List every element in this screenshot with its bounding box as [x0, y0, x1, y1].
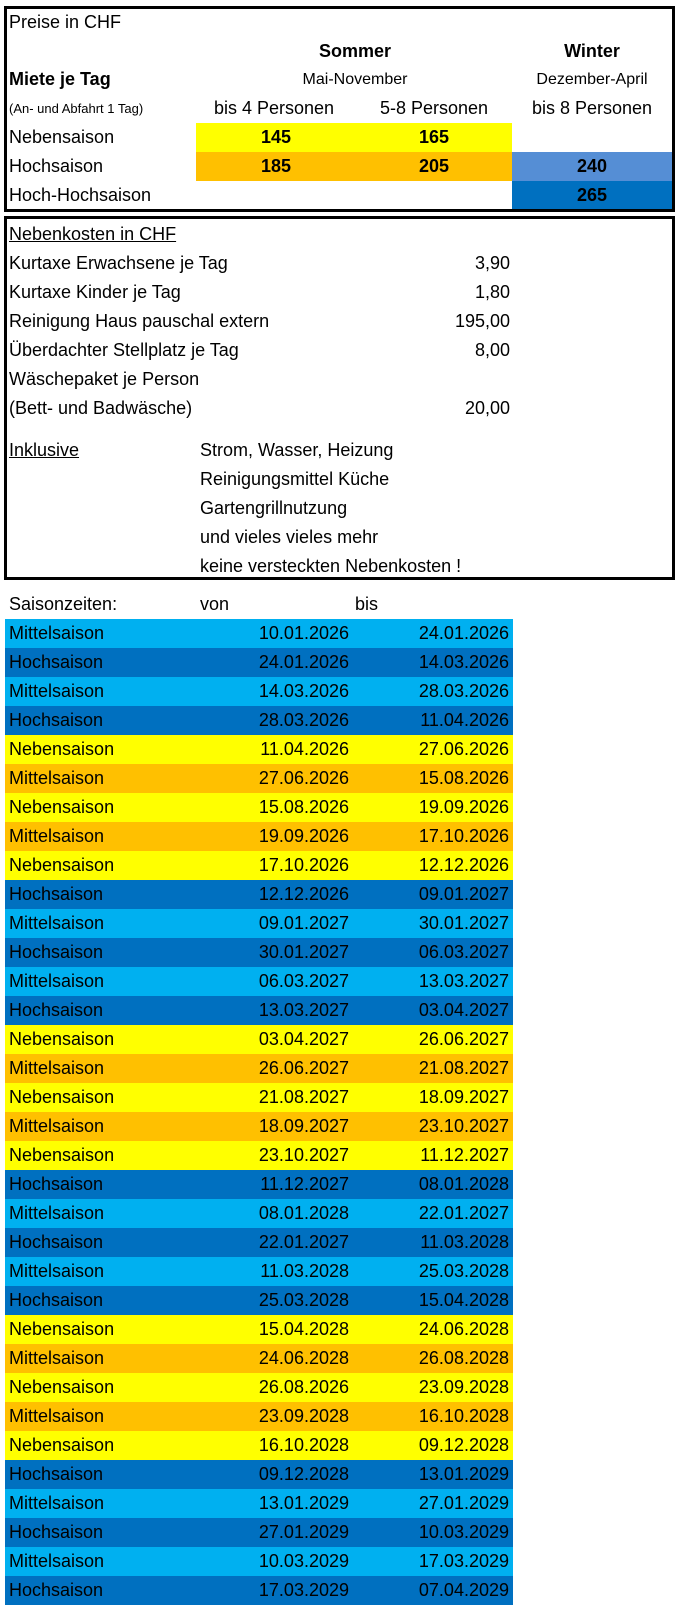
season-to-date: 10.03.2029: [418, 1522, 509, 1542]
inklusive-item: Reinigungsmittel Küche: [200, 469, 390, 489]
season-to-date: 13.01.2029: [418, 1464, 509, 1484]
season-row: [5, 764, 513, 793]
season-to-date: 23.10.2027: [418, 1116, 509, 1136]
season-name: Mittelsaison: [9, 1551, 105, 1571]
season-row: [5, 1112, 513, 1141]
season-to-date: 06.03.2027: [418, 942, 509, 962]
price-neben-8: 165: [356, 123, 512, 152]
season-row: [5, 793, 513, 822]
season-row: [5, 1373, 513, 1402]
season-to-date: 07.04.2029: [418, 1580, 509, 1600]
season-name: Hochsaison: [9, 1580, 104, 1600]
season-row: [5, 735, 513, 764]
season-name: Hochsaison: [9, 710, 104, 730]
season-to-date: 09.12.2028: [418, 1435, 509, 1455]
season-name: Mittelsaison: [9, 1348, 105, 1368]
season-name: Hochsaison: [9, 1000, 104, 1020]
season-name: Hochsaison: [9, 1290, 104, 1310]
season-row: [5, 880, 513, 909]
season-from-date: 17.03.2029: [258, 1580, 349, 1600]
season-to-date: 23.09.2028: [418, 1377, 509, 1397]
season-row: [5, 822, 513, 851]
season-row: [5, 1257, 513, 1286]
season-row: [5, 1518, 513, 1547]
miete-label: Miete je Tag: [9, 69, 111, 89]
season-from-date: 27.06.2026: [258, 768, 349, 788]
price-hochhoch-winter: 265: [512, 181, 672, 209]
season-to-date: 11.03.2028: [420, 1232, 509, 1252]
season-row: [5, 996, 513, 1025]
season-to-date: 08.01.2028: [418, 1174, 509, 1194]
season-row: [5, 909, 513, 938]
cost-value-reinigung: 195,00: [454, 311, 510, 331]
season-from-date: 10.01.2026: [258, 623, 349, 643]
season-from-date: 26.08.2026: [258, 1377, 349, 1397]
season-to-date: 09.01.2027: [418, 884, 509, 904]
season-from-date: 13.03.2027: [258, 1000, 349, 1020]
season-row: [5, 851, 513, 880]
season-name: Nebensaison: [9, 1087, 115, 1107]
season-to-date: 17.10.2026: [418, 826, 509, 846]
inklusive-label: Inklusive: [9, 440, 80, 460]
cost-label-kurtaxe-erw: Kurtaxe Erwachsene je Tag: [9, 253, 228, 273]
season-from-date: 10.03.2029: [258, 1551, 349, 1571]
cost-value-kurtaxe-erw: 3,90: [474, 253, 510, 273]
seasons-to-label: bis: [355, 594, 379, 614]
cost-label-waesche: Wäschepaket je Person: [9, 369, 200, 389]
season-row: [5, 1025, 513, 1054]
col-header-1: bis 4 Personen: [213, 98, 335, 118]
season-to-date: 26.08.2028: [418, 1348, 509, 1368]
season-row: [5, 619, 513, 648]
season-to-date: 18.09.2027: [418, 1087, 509, 1107]
season-to-date: 03.04.2027: [418, 1000, 509, 1020]
season-from-date: 22.01.2027: [258, 1232, 349, 1252]
season-name: Nebensaison: [9, 739, 115, 759]
season-name: Mittelsaison: [9, 1493, 105, 1513]
season-from-date: 09.01.2027: [258, 913, 349, 933]
cost-label-reinigung: Reinigung Haus pauschal extern: [9, 311, 270, 331]
season-from-date: 13.01.2029: [258, 1493, 349, 1513]
season-from-date: 30.01.2027: [258, 942, 349, 962]
season-to-date: 30.01.2027: [418, 913, 509, 933]
season-to-date: 17.03.2029: [418, 1551, 509, 1571]
cost-label-kurtaxe-kinder: Kurtaxe Kinder je Tag: [9, 282, 181, 302]
season-row: [5, 1547, 513, 1576]
season-from-date: 18.09.2027: [258, 1116, 349, 1136]
season-row: [5, 1083, 513, 1112]
season-from-date: 11.04.2026: [260, 739, 349, 759]
season-to-date: 25.03.2028: [418, 1261, 509, 1281]
season-from-date: 03.04.2027: [258, 1029, 349, 1049]
winter-range: Dezember-April: [536, 71, 648, 88]
season-row: [5, 677, 513, 706]
sommer-range: Mai-November: [302, 71, 408, 88]
season-name: Nebensaison: [9, 1145, 115, 1165]
season-from-date: 28.03.2026: [258, 710, 349, 730]
price-neben-4: 145: [196, 123, 356, 152]
season-from-date: 23.09.2028: [258, 1406, 349, 1426]
season-from-date: 21.08.2027: [258, 1087, 349, 1107]
season-row: [5, 1286, 513, 1315]
season-from-date: 17.10.2026: [258, 855, 349, 875]
season-to-date: 27.01.2029: [418, 1493, 509, 1513]
season-name: Nebensaison: [9, 1435, 115, 1455]
seasons-from-label: von: [200, 594, 230, 614]
inklusive-item: Gartengrillnutzung: [200, 498, 348, 518]
season-to-date: 15.08.2026: [418, 768, 509, 788]
cost-label-stellplatz: Überdachter Stellplatz je Tag: [9, 340, 239, 360]
cost-value-waesche: 20,00: [464, 398, 510, 418]
season-row: [5, 938, 513, 967]
season-row: [5, 1402, 513, 1431]
season-name: Nebensaison: [9, 1377, 115, 1397]
season-row: [5, 1460, 513, 1489]
season-name: Hochsaison: [9, 884, 104, 904]
season-row: [5, 648, 513, 677]
season-name: Mittelsaison: [9, 1058, 105, 1078]
costs-header: Nebenkosten in CHF: [9, 224, 177, 244]
price-header: Preise in CHF: [9, 12, 122, 32]
sommer-heading: Sommer: [318, 41, 392, 61]
anabfahrt-note: (An- und Abfahrt 1 Tag): [9, 101, 144, 116]
season-to-date: 16.10.2028: [418, 1406, 509, 1426]
season-name: Mittelsaison: [9, 1261, 105, 1281]
winter-heading: Winter: [564, 41, 620, 61]
season-to-date: 15.04.2028: [418, 1290, 509, 1310]
season-name: Hochsaison: [9, 1522, 104, 1542]
season-to-date: 21.08.2027: [418, 1058, 509, 1078]
season-name: Mittelsaison: [9, 681, 105, 701]
season-from-date: 27.01.2029: [258, 1522, 349, 1542]
season-from-date: 14.03.2026: [258, 681, 349, 701]
row-label-hochhochsaison: Hoch-Hochsaison: [9, 185, 152, 205]
inklusive-item: keine versteckten Nebenkosten !: [200, 556, 462, 576]
season-name: Hochsaison: [9, 652, 104, 672]
season-row: [5, 1199, 513, 1228]
season-row: [5, 1431, 513, 1460]
inklusive-item: Strom, Wasser, Heizung: [200, 440, 394, 460]
season-name: Nebensaison: [9, 797, 115, 817]
season-to-date: 28.03.2026: [418, 681, 509, 701]
season-name: Mittelsaison: [9, 826, 105, 846]
season-row: [5, 1170, 513, 1199]
season-name: Hochsaison: [9, 1232, 104, 1252]
season-name: Hochsaison: [9, 1174, 104, 1194]
season-row: [5, 1315, 513, 1344]
season-to-date: 26.06.2027: [418, 1029, 509, 1049]
season-from-date: 24.06.2028: [258, 1348, 349, 1368]
season-to-date: 24.01.2026: [418, 623, 509, 643]
season-from-date: 11.12.2027: [260, 1174, 349, 1194]
season-row: [5, 1054, 513, 1083]
season-name: Nebensaison: [9, 1319, 115, 1339]
season-from-date: 25.03.2028: [258, 1290, 349, 1310]
row-label-nebensaison: Nebensaison: [9, 127, 115, 147]
season-from-date: 12.12.2026: [258, 884, 349, 904]
season-to-date: 14.03.2026: [418, 652, 509, 672]
col-header-2: 5-8 Personen: [379, 98, 489, 118]
season-to-date: 11.12.2027: [420, 1145, 509, 1165]
season-row: [5, 1141, 513, 1170]
season-name: Nebensaison: [9, 855, 115, 875]
price-hoch-winter: 240: [512, 152, 672, 181]
season-to-date: 11.04.2026: [420, 710, 509, 730]
season-from-date: 19.09.2026: [258, 826, 349, 846]
season-name: Mittelsaison: [9, 971, 105, 991]
season-to-date: 24.06.2028: [418, 1319, 509, 1339]
season-from-date: 09.12.2028: [258, 1464, 349, 1484]
season-name: Mittelsaison: [9, 1406, 105, 1426]
season-from-date: 16.10.2028: [258, 1435, 349, 1455]
season-from-date: 24.01.2026: [258, 652, 349, 672]
season-row: [5, 1228, 513, 1257]
cost-value-stellplatz: 8,00: [474, 340, 510, 360]
season-row: [5, 1489, 513, 1518]
season-to-date: 22.01.2027: [418, 1203, 509, 1223]
col-header-3: bis 8 Personen: [531, 98, 653, 118]
season-to-date: 19.09.2026: [418, 797, 509, 817]
price-hoch-8: 205: [356, 152, 512, 181]
season-from-date: 11.03.2028: [260, 1261, 349, 1281]
inklusive-item: und vieles vieles mehr: [200, 527, 379, 547]
season-to-date: 12.12.2026: [418, 855, 509, 875]
season-name: Nebensaison: [9, 1029, 115, 1049]
season-from-date: 23.10.2027: [258, 1145, 349, 1165]
season-name: Mittelsaison: [9, 1116, 105, 1136]
season-from-date: 08.01.2028: [258, 1203, 349, 1223]
cost-label-bettwaesche: (Bett- und Badwäsche): [9, 398, 193, 418]
season-from-date: 26.06.2027: [258, 1058, 349, 1078]
row-label-hochsaison: Hochsaison: [9, 156, 104, 176]
season-row: [5, 1344, 513, 1373]
season-name: Hochsaison: [9, 942, 104, 962]
season-from-date: 06.03.2027: [258, 971, 349, 991]
cost-value-kurtaxe-kinder: 1,80: [474, 282, 510, 302]
season-to-date: 27.06.2026: [418, 739, 509, 759]
seasons-label: Saisonzeiten:: [9, 594, 118, 614]
season-row: [5, 1576, 513, 1605]
price-hoch-4: 185: [196, 152, 356, 181]
season-row: [5, 967, 513, 996]
season-row: [5, 706, 513, 735]
season-name: Mittelsaison: [9, 623, 105, 643]
season-to-date: 13.03.2027: [418, 971, 509, 991]
season-name: Mittelsaison: [9, 768, 105, 788]
season-name: Mittelsaison: [9, 913, 105, 933]
season-name: Hochsaison: [9, 1464, 104, 1484]
season-name: Mittelsaison: [9, 1203, 105, 1223]
season-from-date: 15.08.2026: [258, 797, 349, 817]
season-from-date: 15.04.2028: [258, 1319, 349, 1339]
